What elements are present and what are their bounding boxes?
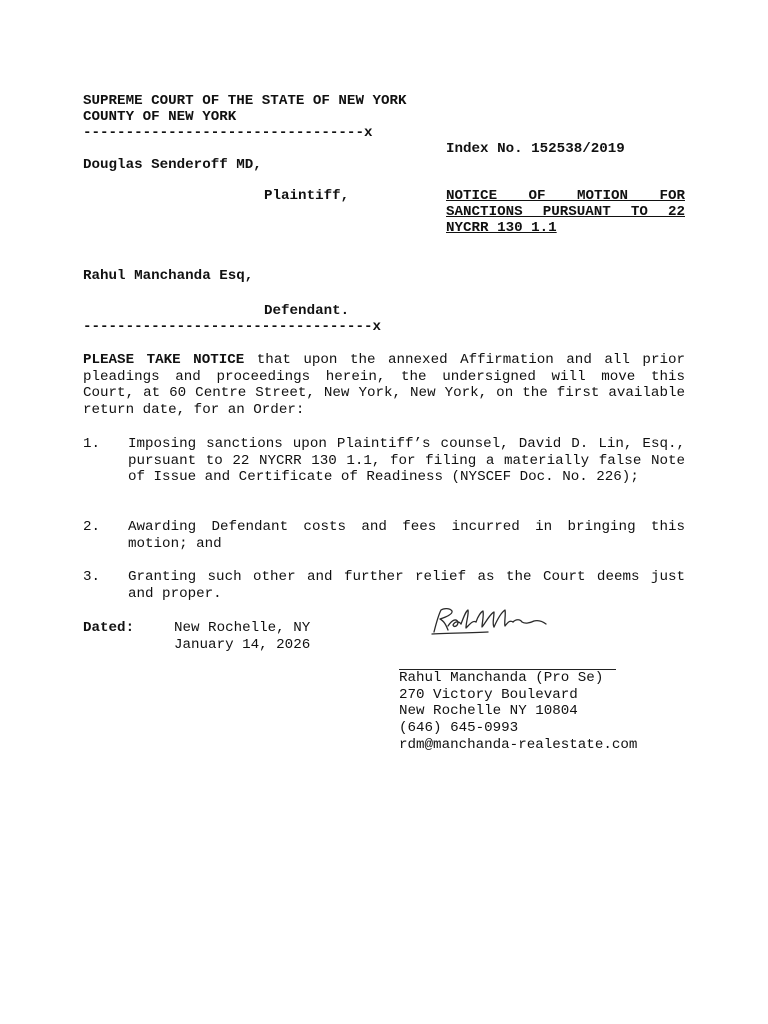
notice-paragraph xyxy=(83,352,685,418)
index-number: Index No. 152538/2019 xyxy=(446,141,625,157)
item-number: 1. xyxy=(83,436,101,452)
dated-label: Dated: xyxy=(83,620,135,636)
motion-title-line3: NYCRR 130 1.1 xyxy=(446,220,557,236)
plaintiff-role: Plaintiff, xyxy=(264,188,350,204)
signer-name: Rahul Manchanda (Pro Se) xyxy=(399,670,604,686)
notice-text: that upon the annexed Affirmation and all prior pleadings and proceedings herein, the undersigned will move this Court, at 60 Centre Street, New York, New York, on the first available return date, for an Order: xyxy=(83,352,685,418)
county-name: COUNTY OF NEW YORK xyxy=(83,109,237,125)
dated-place: New Rochelle, NY xyxy=(174,620,311,636)
signer-address-line2: New Rochelle NY 10804 xyxy=(399,703,578,719)
item-number: 3. xyxy=(83,569,101,585)
defendant-role: Defendant. xyxy=(264,303,350,319)
motion-title-line1: NOTICE OF MOTION FOR xyxy=(446,188,685,204)
caption-rule-bottom: ----------------------------------x xyxy=(83,319,381,335)
defendant-name: Rahul Manchanda Esq, xyxy=(83,268,254,284)
dated-date: January 14, 2026 xyxy=(174,637,311,653)
caption-rule-top: ---------------------------------x xyxy=(83,125,373,141)
motion-title-line2: SANCTIONS PURSUANT TO 22 xyxy=(446,204,685,220)
item-number: 2. xyxy=(83,519,101,535)
notice-lead: PLEASE TAKE NOTICE xyxy=(83,352,245,368)
relief-item: Granting such other and further relief as the Court deems just and proper. xyxy=(128,569,685,602)
court-name: SUPREME COURT OF THE STATE OF NEW YORK xyxy=(83,93,407,109)
signer-phone: (646) 645-0993 xyxy=(399,720,519,736)
relief-item: Awarding Defendant costs and fees incurred in bringing this motion; and xyxy=(128,519,685,552)
signer-address-line1: 270 Victory Boulevard xyxy=(399,687,578,703)
plaintiff-name: Douglas Senderoff MD, xyxy=(83,157,262,173)
signer-email[interactable]: rdm@manchanda-realestate.com xyxy=(399,737,638,753)
relief-item: Imposing sanctions upon Plaintiff’s counsel, David D. Lin, Esq., pursuant to 22 NYCRR 130 1.1, for filing a materially false Note of Issue and Certificate of Readiness (NYSCEF Doc. No. 226); xyxy=(128,436,685,485)
signature-image xyxy=(428,606,550,638)
